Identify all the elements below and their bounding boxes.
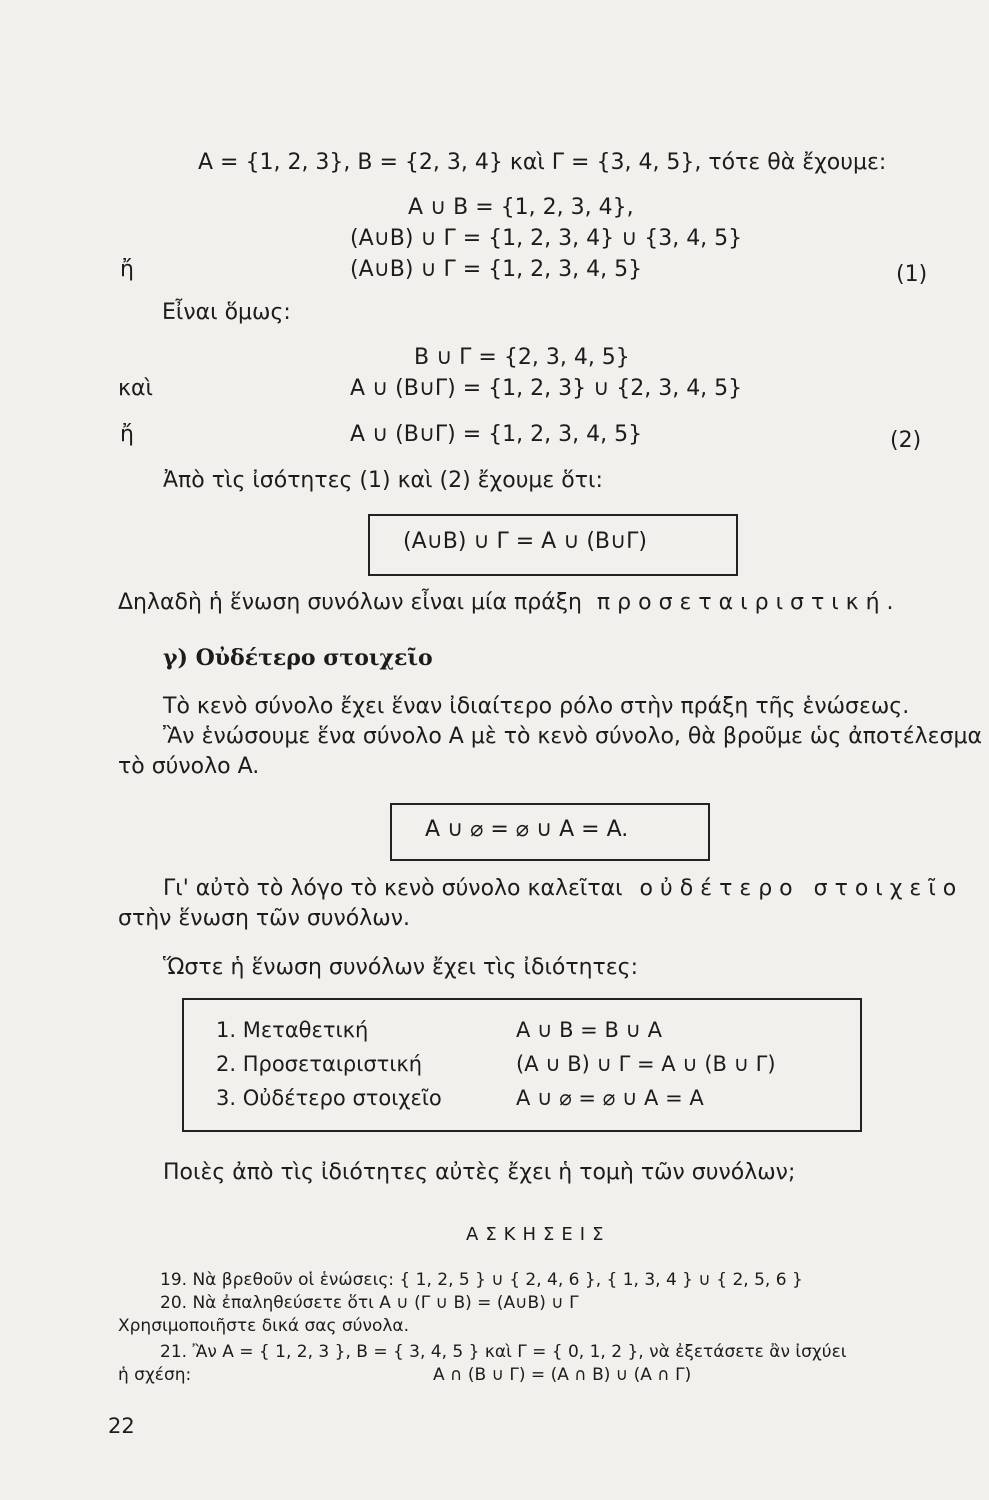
- exercise-21: 21. Ἂν A = { 1, 2, 3 }, B = { 3, 4, 5 } καὶ Γ = { 0, 1, 2 }, νὰ ἐξετάσετε ἂν ἰσχύει: [160, 1342, 847, 1362]
- question-line: Ποιὲς ἀπὸ τὶς ἰδιότητες αὐτὲς ἔχει ἡ τομὴ τῶν συνόλων;: [163, 1160, 796, 1185]
- conjunction-or-1: ἤ: [120, 257, 134, 282]
- equation-3: (A∪B) ∪ Γ = {1, 2, 3, 4, 5}: [350, 257, 643, 282]
- exercises-heading: ΑΣΚΗΣΕΙΣ: [466, 1224, 611, 1245]
- conjunction-and: καὶ: [118, 376, 153, 401]
- page-number: 22: [108, 1414, 135, 1438]
- property-formula: (A ∪ B) ∪ Γ = A ∪ (B ∪ Γ): [516, 1052, 776, 1076]
- equation-1: A ∪ B = {1, 2, 3, 4},: [408, 195, 634, 220]
- paragraph-5: στὴν ἕνωση τῶν συνόλων.: [118, 906, 410, 931]
- neutral-element-box: [390, 803, 710, 861]
- equation-2: (A∪B) ∪ Γ = {1, 2, 3, 4} ∪ {3, 4, 5}: [350, 226, 743, 251]
- associativity-box: [368, 514, 738, 576]
- exercise-19: 19. Νὰ βρεθοῦν οἱ ἑνώσεις: { 1, 2, 5 } ∪ { 2, 4, 6 }, { 1, 3, 4 } ∪ { 2, 5, 6 }: [160, 1270, 803, 1290]
- neutral-element-formula: A ∪ ⌀ = ⌀ ∪ A = A.: [425, 817, 629, 842]
- property-name: 2. Προσεταιριστική: [216, 1052, 423, 1076]
- paragraph-1: Τὸ κενὸ σύνολο ἔχει ἕναν ἰδιαίτερο ρόλο στὴν πράξη τῆς ἑνώσεως.: [163, 694, 910, 719]
- paragraph-3: τὸ σύνολο A.: [118, 754, 260, 779]
- intro-line: A = {1, 2, 3}, B = {2, 3, 4} καὶ Γ = {3, 4, 5}, τότε θὰ ἔχουμε:: [198, 150, 887, 175]
- section-heading: γ) Οὐδέτερο στοιχεῖο: [163, 645, 433, 671]
- paragraph-4-text: Γι' αὐτὸ τὸ λόγο τὸ κενὸ σύνολο καλεῖται: [163, 876, 623, 901]
- paragraph-4: [163, 876, 963, 901]
- exercise-20: 20. Νὰ ἐπαληθεύσετε ὅτι A ∪ (Γ ∪ B) = (A∪B) ∪ Γ: [160, 1293, 579, 1313]
- neutral-element-term: οὐδέτερο στοιχεῖο: [639, 876, 964, 901]
- however-line: Εἶναι ὅμως:: [162, 300, 291, 325]
- properties-box: [182, 998, 862, 1132]
- conclusion-text: Δηλαδὴ ἡ ἕνωση συνόλων εἶναι μία πράξη: [118, 590, 582, 615]
- property-name: 3. Οὐδέτερο στοιχεῖο: [216, 1086, 442, 1110]
- equation-label-2: (2): [890, 428, 922, 453]
- property-formula: A ∪ B = B ∪ A: [516, 1018, 662, 1042]
- conclusion-term: προσεταιριστική.: [596, 590, 901, 615]
- paragraph-2: Ἂν ἑνώσουμε ἕνα σύνολο A μὲ τὸ κενὸ σύνολο, θὰ βροῦμε ὡς ἀποτέλεσμα: [163, 724, 982, 749]
- equation-label-1: (1): [896, 262, 928, 287]
- equation-5: A ∪ (B∪Γ) = {1, 2, 3} ∪ {2, 3, 4, 5}: [350, 376, 743, 401]
- from-equalities-line: Ἀπὸ τὶς ἰσότητες (1) καὶ (2) ἔχουμε ὅτι:: [163, 468, 603, 493]
- associativity-formula: (A∪B) ∪ Γ = A ∪ (B∪Γ): [403, 529, 647, 554]
- associativity-conclusion: [118, 590, 901, 615]
- exercise-20-note: Χρησιμοποιῆστε δικά σας σύνολα.: [118, 1316, 410, 1336]
- exercise-21-label: ἡ σχέση:: [118, 1365, 192, 1385]
- exercise-21-formula: A ∩ (B ∪ Γ) = (A ∩ B) ∪ (A ∩ Γ): [433, 1365, 692, 1385]
- property-name: 1. Μεταθετική: [216, 1018, 369, 1042]
- paragraph-6: Ὥστε ἡ ἕνωση συνόλων ἔχει τὶς ἰδιότητες:: [163, 955, 639, 980]
- conjunction-or-2: ἤ: [120, 422, 134, 447]
- equation-6: A ∪ (B∪Γ) = {1, 2, 3, 4, 5}: [350, 422, 643, 447]
- equation-4: B ∪ Γ = {2, 3, 4, 5}: [414, 345, 630, 370]
- property-formula: A ∪ ⌀ = ⌀ ∪ A = A: [516, 1086, 704, 1110]
